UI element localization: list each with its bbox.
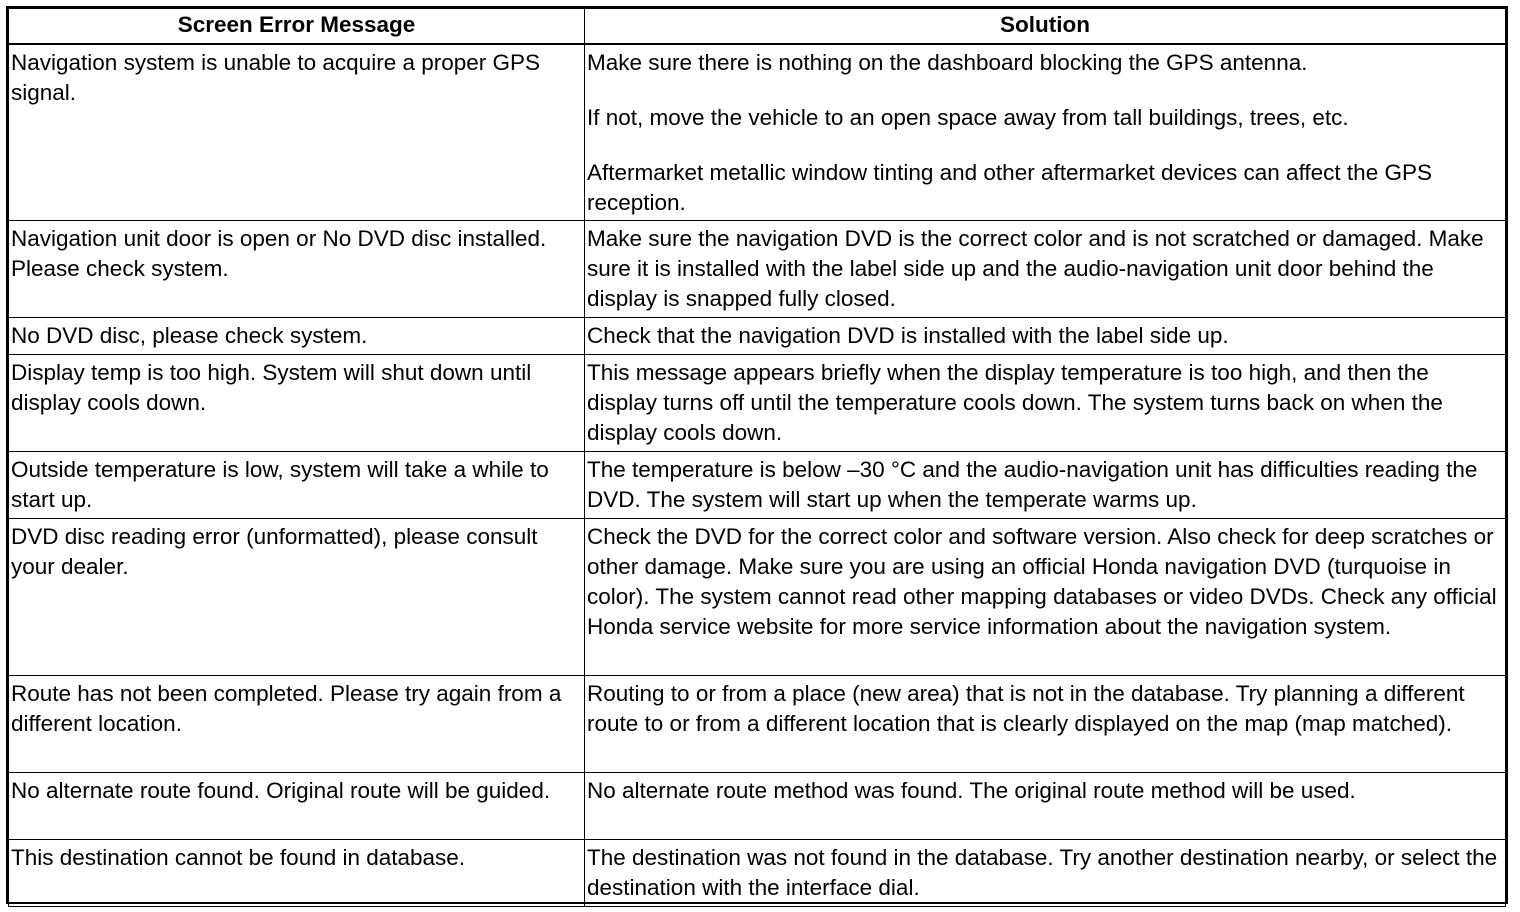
error-message-cell: No alternate route found. Original route will be guided. [9, 773, 585, 840]
solution-paragraph: No alternate route method was found. The original route method will be used. [587, 778, 1356, 803]
solution-cell [585, 452, 1506, 519]
table-row [9, 318, 1506, 355]
error-message-cell: This destination cannot be found in database. [9, 840, 585, 907]
error-message-cell: DVD disc reading error (unformatted), please consult your dealer. [9, 519, 585, 676]
solution-cell [585, 773, 1506, 840]
solution-cell [585, 318, 1506, 355]
solution-paragraph: Routing to or from a place (new area) that is not in the database. Try planning a different route to or from a different location that is clearly displayed on the map (map matched). [587, 681, 1465, 736]
table-row [9, 221, 1506, 318]
solution-paragraph: The destination was not found in the database. Try another destination nearby, or select the destination with the interface dial. [587, 845, 1498, 900]
table-row [9, 44, 1506, 221]
solution-paragraph: This message appears briefly when the display temperature is too high, and then the display turns off until the temperature cools down. The system turns back on when the display cools down. [587, 360, 1443, 445]
error-message-cell: Navigation system is unable to acquire a proper GPS signal. [9, 44, 585, 221]
error-message-cell: Route has not been completed. Please try again from a different location. [9, 676, 585, 773]
table-row [9, 355, 1506, 452]
solution-cell [585, 519, 1506, 676]
error-message-table [8, 8, 1506, 907]
solution-cell [585, 221, 1506, 318]
error-message-cell: Outside temperature is low, system will take a while to start up. [9, 452, 585, 519]
solution-paragraph: Check the DVD for the correct color and software version. Also check for deep scratches or other damage. Make sure you are using an official Honda navigation DVD (turquoise in color). The system cannot read other mapping databases or video DVDs. Check any official Honda service website for more service information about the navigation system. [587, 524, 1497, 639]
error-message-table-container [6, 6, 1508, 904]
solution-paragraph: Check that the navigation DVD is installed with the label side up. [587, 323, 1229, 348]
solution-paragraph: Make sure there is nothing on the dashboard blocking the GPS antenna. [587, 49, 1308, 75]
solution-cell [585, 676, 1506, 773]
table-row [9, 676, 1506, 773]
table-row [9, 773, 1506, 840]
error-message-cell: Display temp is too high. System will shut down until display cools down. [9, 355, 585, 452]
header-screen-error-message: Screen Error Message [9, 9, 585, 44]
error-message-cell: Navigation unit door is open or No DVD disc installed. Please check system. [9, 221, 585, 318]
solution-paragraph: Make sure the navigation DVD is the correct color and is not scratched or damaged. Make sure it is installed with the label side up and the audio-navigation unit door behind the display is snapped fully closed. [587, 226, 1484, 311]
solution-paragraph: If not, move the vehicle to an open space away from tall buildings, trees, etc. [587, 104, 1349, 130]
table-row [9, 452, 1506, 519]
solution-paragraph: The temperature is below –30 °C and the audio-navigation unit has difficulties reading the DVD. The system will start up when the temperate warms up. [587, 457, 1478, 512]
solution-paragraph: Aftermarket metallic window tinting and other aftermarket devices can affect the GPS reception. [587, 159, 1432, 215]
solution-cell [585, 840, 1506, 907]
solution-cell [585, 44, 1506, 221]
error-message-cell: No DVD disc, please check system. [9, 318, 585, 355]
table-row [9, 519, 1506, 676]
table-row [9, 840, 1506, 907]
solution-cell [585, 355, 1506, 452]
header-solution: Solution [585, 9, 1506, 44]
table-header-row [9, 9, 1506, 44]
